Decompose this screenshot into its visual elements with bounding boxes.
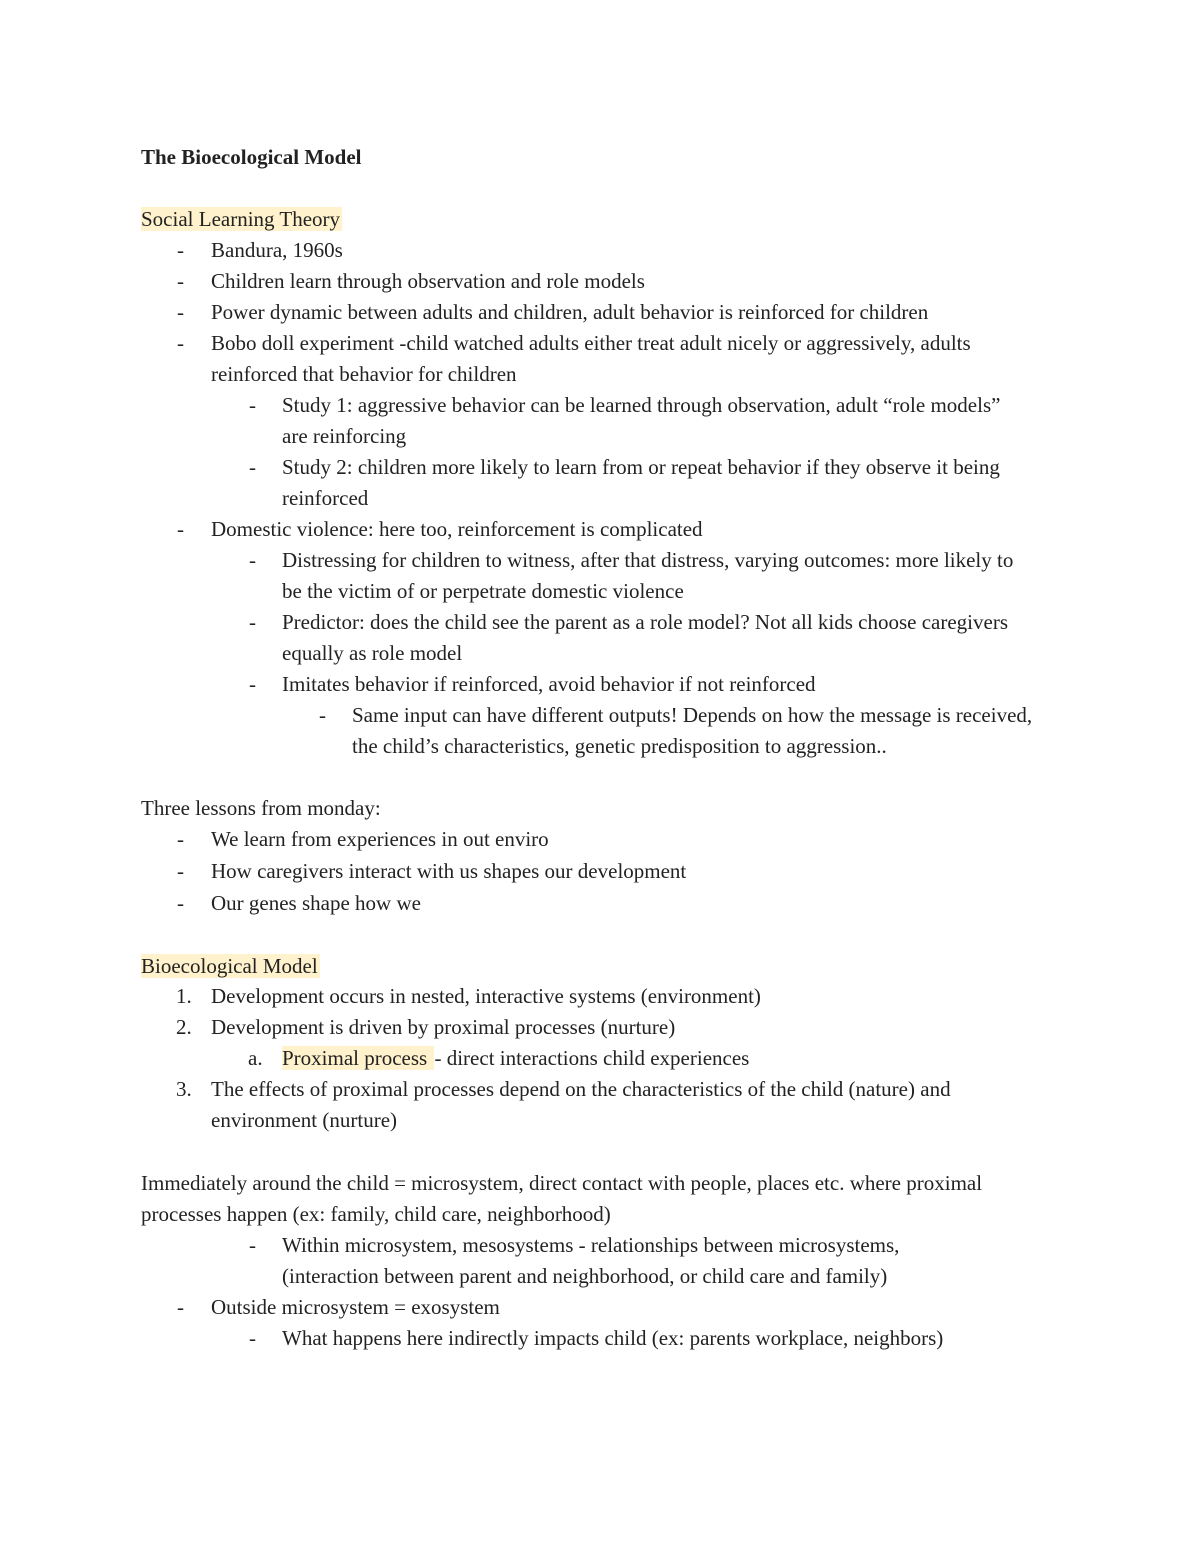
bullet-marker: -	[249, 672, 256, 696]
bullet-marker: -	[177, 331, 184, 355]
list-item-text: How caregivers interact with us shapes our development	[211, 859, 687, 883]
bullet-marker: -	[249, 610, 256, 634]
bullet-marker: -	[177, 269, 184, 293]
highlighted-heading: Social Learning Theory	[141, 207, 341, 231]
term-definition: - direct interactions child experiences	[434, 1046, 750, 1070]
list-item-text: Imitates behavior if reinforced, avoid behavior if not reinforced	[282, 672, 816, 696]
list-item-text: Same input can have different outputs! Depends on how the message is received, the child’s characteristics, genetic predisposition to aggression..	[352, 703, 1033, 758]
list-item-text: Predictor: does the child see the parent as a role model? Not all kids choose caregivers equally as role model	[282, 610, 1008, 665]
list-item-text: What happens here indirectly impacts child (ex: parents workplace, neighbors)	[282, 1326, 944, 1350]
bullet-marker: -	[249, 1233, 256, 1257]
bullet-marker: -	[319, 703, 326, 727]
list-item-text	[282, 1043, 1052, 1074]
list-item-text: We learn from experiences in out enviro	[211, 827, 549, 851]
list-item-text: The effects of proximal processes depend on the characteristics of the child (nature) and environment (nurture)	[211, 1077, 951, 1132]
list-item-text: Within microsystem, mesosystems - relationships between microsystems, (interaction between parent and neighborhood, or child care and family)	[282, 1233, 900, 1288]
list-item-text: Bobo doll experiment -child watched adults either treat adult nicely or aggressively, adults reinforced that behavior for children	[211, 331, 971, 386]
bullet-marker: -	[177, 1295, 184, 1319]
bullet-marker: -	[177, 891, 184, 915]
section-heading-bioecological	[141, 952, 320, 980]
systems-paragraph: Immediately around the child = microsystem, direct contact with people, places etc. where proximal processes happen (ex: family, child care, neighborhood)	[141, 1171, 983, 1226]
highlighted-term: Proximal process	[282, 1046, 433, 1070]
list-item-text: Our genes shape how we	[211, 891, 421, 915]
list-item-text: Outside microsystem = exosystem	[211, 1295, 500, 1319]
list-item-text: Children learn through observation and role models	[211, 269, 645, 293]
list-item-text: Power dynamic between adults and children, adult behavior is reinforced for children	[211, 300, 929, 324]
number-marker: 1.	[176, 984, 192, 1008]
document-title: The Bioecological Model	[141, 145, 362, 169]
section-heading-social-learning	[141, 205, 342, 233]
bullet-marker: -	[177, 300, 184, 324]
bullet-marker: -	[249, 548, 256, 572]
bullet-marker: -	[249, 393, 256, 417]
lessons-intro: Three lessons from monday:	[141, 796, 381, 820]
number-marker: 3.	[176, 1077, 192, 1101]
bullet-marker: -	[177, 238, 184, 262]
bullet-marker: -	[177, 827, 184, 851]
bullet-marker: -	[249, 1326, 256, 1350]
list-item-text: Study 1: aggressive behavior can be learned through observation, adult “role models” are reinforcing	[282, 393, 1001, 448]
list-item-text: Distressing for children to witness, after that distress, varying outcomes: more likely to be the victim of or perpetrate domestic violence	[282, 548, 1014, 603]
list-item-text: Bandura, 1960s	[211, 238, 343, 262]
highlighted-heading: Bioecological Model	[141, 954, 318, 978]
bullet-marker: -	[249, 455, 256, 479]
letter-marker: a.	[248, 1046, 263, 1070]
list-item-text: Domestic violence: here too, reinforcement is complicated	[211, 517, 703, 541]
bullet-marker: -	[177, 517, 184, 541]
number-marker: 2.	[176, 1015, 192, 1039]
bullet-marker: -	[177, 859, 184, 883]
list-item-text: Development occurs in nested, interactive systems (environment)	[211, 984, 761, 1008]
list-item-text: Development is driven by proximal processes (nurture)	[211, 1015, 676, 1039]
list-item-text: Study 2: children more likely to learn from or repeat behavior if they observe it being reinforced	[282, 455, 1000, 510]
